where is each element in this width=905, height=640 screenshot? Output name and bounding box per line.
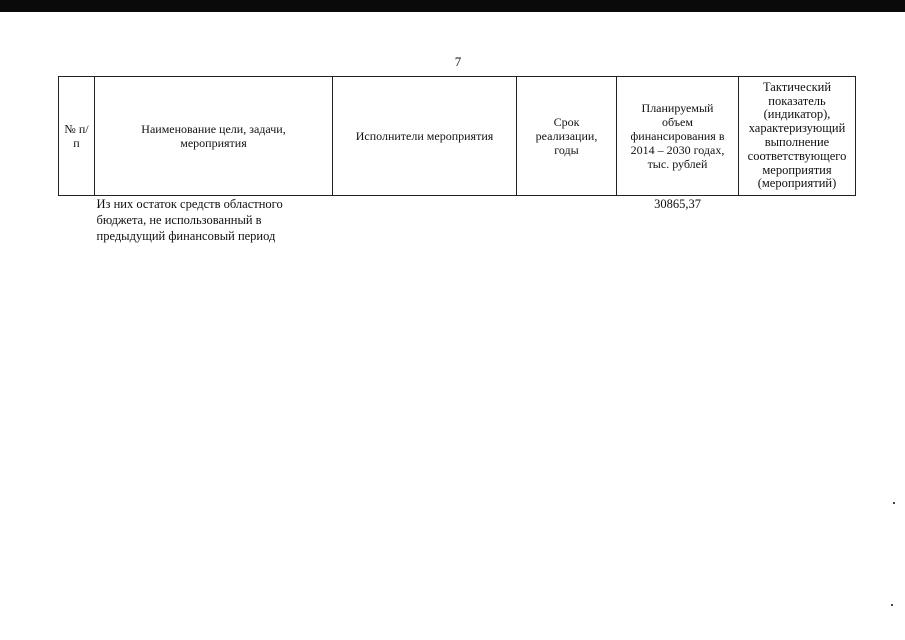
header-funding: Планируемый объем финансирования в 2014 – 2030 годах, тыс. рублей [617, 77, 739, 196]
row-executors [333, 196, 517, 245]
row-name: Из них остаток средств областного бюджета, не использованный в предыдущий финансовый период [96, 197, 283, 243]
table-row [59, 196, 856, 245]
header-term: Срок реализации, годы [517, 77, 617, 196]
row-funding: 30865,37 [654, 197, 701, 211]
row-indicator [739, 196, 856, 245]
header-name: Наименование цели, задачи, мероприятия [95, 77, 333, 196]
scan-edge-mark [891, 604, 893, 606]
row-term [517, 196, 617, 245]
page-number: 7 [454, 54, 462, 69]
header-executors: Исполнители мероприятия [333, 77, 517, 196]
row-num [59, 196, 95, 245]
header-num: № п/п [59, 77, 95, 196]
scan-edge-mark [893, 502, 895, 504]
header-indicator: Тактический показатель (индикатор), характеризующий выполнение соответствующего мероприятия (мероприятий) [739, 77, 856, 196]
table-header-row [59, 77, 856, 196]
scan-top-edge [0, 0, 905, 12]
program-table [58, 76, 856, 244]
